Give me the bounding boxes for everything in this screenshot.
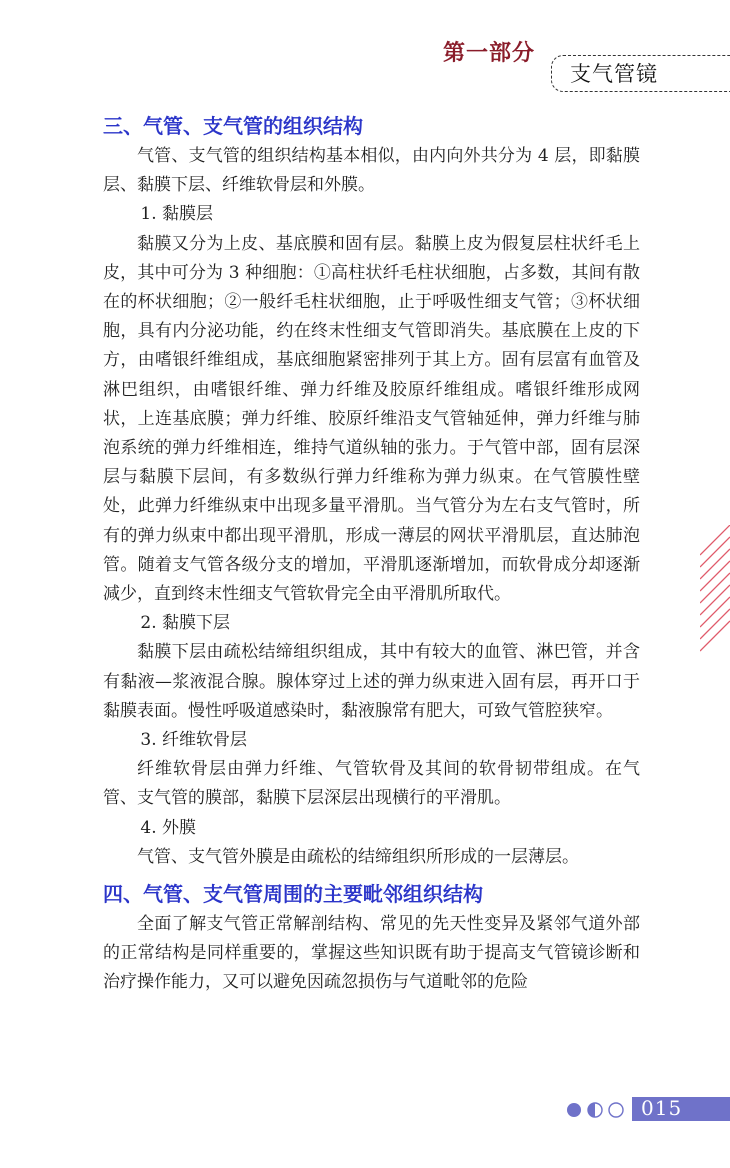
section-heading-adjacent-structures: 四、气管、支气管周围的主要毗邻组织结构	[103, 882, 483, 907]
subheading-mucosa: 1. 黏膜层	[140, 204, 214, 225]
paragraph-fibrocartilage: 纤维软骨层由弹力纤维、气管软骨及其间的软骨韧带组成。在气管、支气管的膜部，黏膜下层深层出现横行的平滑肌。	[103, 759, 640, 809]
section-heading-tissue-structure: 三、气管、支气管的组织结构	[103, 114, 363, 138]
page-body	[103, 110, 640, 998]
subheading-adventitia: 4. 外膜	[140, 817, 197, 838]
page-progress-dots-icon	[566, 1101, 628, 1119]
paragraph-mucosa: 黏膜又分为上皮、基底膜和固有层。黏膜上皮为假复层柱状纤毛上皮，其中可分为 3 种细胞：①高柱状纤毛柱状细胞，占多数，其间有散在的杯状细胞；②一般纤毛柱状细胞，止于呼吸性细支气管；③杯状细胞，具有内分泌功能，约在终末性细支气管即消失。基底膜在上皮的下方，由嗜银纤维组成，基底细胞紧密排列于其上方。固有层富有血管及淋巴组织，由嗜银纤维、弹力纤维及胶原纤维组成。嗜银纤维形成网状，上连基底膜；弹力纤维、胶原纤维沿支气管轴延伸，弹力纤维与肺泡系统的弹力纤维相连，维持气道纵轴的张力。于气管中部，固有层深层与黏膜下层间，有多数纵行弹力纤维称为弹力纵束。在气管膜性壁处，此弹力纤维纵束中出现多量平滑肌。当气管分为左右支气管时，所有的弹力纵束中都出现平滑肌，形成一薄层的网状平滑肌层，直达肺泡管。随着支气管各级分支的增加，平滑肌逐渐增加，而软骨成分却逐渐减少，直到终末性细支气管软骨完全由平滑肌所取代。	[103, 233, 640, 605]
decorative-stripes	[700, 525, 730, 655]
paragraph-submucosa: 黏膜下层由疏松结缔组织组成，其中有较大的血管、淋巴管，并含有黏液—浆液混合腺。腺体穿过上述的弹力纵束进入固有层，再开口于黏膜表面。慢性呼吸道感染时，黏液腺常有肥大，可致气管腔狭窄。	[103, 642, 640, 721]
part-title: 第一部分	[443, 41, 536, 66]
chapter-title: 支气管镜	[570, 62, 658, 86]
paragraph-adventitia: 气管、支气管外膜是由疏松的结缔组织所形成的一层薄层。	[137, 846, 579, 867]
paragraph-intro: 气管、支气管的组织结构基本相似，由内向外共分为 4 层，即黏膜层、黏膜下层、纤维软骨层和外膜。	[103, 146, 640, 196]
page-number: 015	[641, 1096, 683, 1120]
subheading-submucosa: 2. 黏膜下层	[140, 613, 231, 634]
subheading-fibrocartilage: 3. 纤维软骨层	[140, 730, 248, 751]
paragraph-adjacent: 全面了解支气管正常解剖结构、常见的先天性变异及紧邻气道外部的正常结构是同样重要的，掌握这些知识既有助于提高支气管镜诊断和治疗操作能力，又可以避免因疏忽损伤与气道毗邻的危险	[103, 914, 640, 993]
